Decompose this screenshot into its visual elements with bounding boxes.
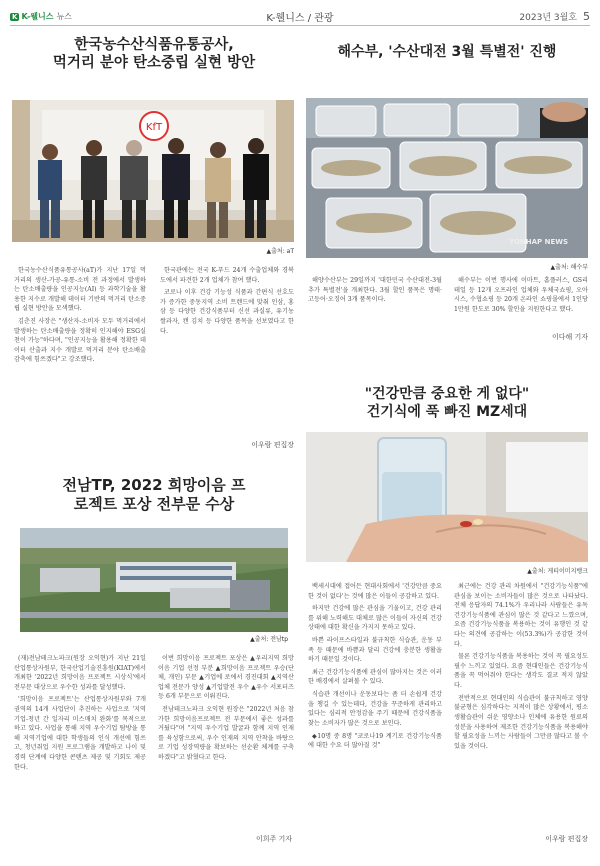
- article-2-title: 해수부, '수산대전 3월 특별전' 진행: [337, 44, 557, 60]
- article-4-title: [304, 386, 590, 421]
- article-1-title-line2: 먹거리 분야 탄소중립 실현 방안: [52, 55, 256, 72]
- section-title: K-웰니스 / 관광: [266, 13, 334, 24]
- page-header: [10, 8, 590, 26]
- page-number: 5: [583, 10, 590, 23]
- article-2-paragraph: 해수부는 이번 행사에 이마트, 홈플러스, GS리테일 등 12개 오프라인 업체와 우체국쇼핑, 오아시스, 수협쇼핑 등 20개 온라인 쇼핑몰에서 1인당 1만원 한도로 30% 할인을 지원한다고 했다.: [454, 277, 588, 313]
- issue-date: 2023년 3월호: [519, 13, 577, 23]
- article-1-paragraph: 김춘진 사장은 "생산자-소비자 모두 먹거리에서 발생하는 탄소배출량을 정확히 인지해야 ESG실천이 가능"하다며, "인공지능을 활용해 정확한 데이터 산출과 지수 개발로 먹거리 분야 탄소배출 감축에 힘쓰겠다"고 강조했다.: [14, 318, 146, 364]
- article-4-body-col2: [454, 582, 588, 754]
- article-4-byline: 이우람 편집장: [545, 835, 588, 843]
- brand-news-label: 뉴스: [56, 12, 72, 21]
- article-2-body-col1: [308, 276, 442, 308]
- article-1-body-col1: [14, 266, 146, 368]
- article-4-paragraph: 전반적으로 현대인의 식습관이 불규칙하고 영양 불균형은 심각하다는 지적이 많은 상황에서, 평소 생활습관이 쉬운 영양소나 인체에 유용한 원료의 성분을 사용하여 제조한 건강기능식품을 복용해야 할 필요성을 느끼는 사람들이 그만큼 많다고 볼 수 있을 것이다.: [454, 694, 588, 750]
- article-3-paragraph: '희망이음 프로젝트'는 산업통상자원부와 7개 권역의 14개 사업단이 추진하는 사업으로 '지역기업-청년 간 일자리 미스매치 완화'를 목적으로 하고 있다. 사업을 통해 지역 우수기업 탐방을 통해 지역기업에 대한 학생들의 인식 개선에 힘쓰고, 청년취업 지원 프로그램을 개발하고 나이 및 경력 단계에 다양한 콘텐츠 제공 및 기회도 제공한다.: [14, 696, 146, 771]
- article-2-paragraph: 해양수산부는 29일까지 '대한민국 수산대전-3월 추가 특별전'을 개최한다. 3월 할인 품목은 명태·고등어·오징어 3개 품목이다.: [308, 277, 442, 304]
- article-4-paragraph: 최근에는 건강 관리 차원에서 "건강기능식품"에 관심을 보이는 소비자들이 많은 것으로 나타났다. 전체 응답자의 74.1%가 우리나라 사람들은 유독 건강기능식품에 관심이 많은 것 같다고 느꼈으며, 요즘 건강기능식품을 복용하는 것이 유행인 것 같다는 의견에 공감하는 이(53.3%)가 공감한 것이다.: [454, 583, 588, 648]
- brand-mark-icon: K: [12, 12, 18, 21]
- article-1-photo: [12, 100, 294, 242]
- article-1-title-line1: 한국농수산식품유통공사,: [74, 37, 234, 53]
- article-1-photo-credit: ▲출처: aT: [266, 248, 294, 255]
- article-4-paragraph: 하지만 건강에 많은 관심을 기울이고, 건강 관리를 위해 노력해도 대체로 많은 이들이 자신의 건강상태에 대한 확신을 가지지 못하고 있다.: [308, 605, 442, 632]
- article-3-body-col2: [158, 654, 294, 766]
- article-4-subheading: ◆10명 중 8명 "코로나19 계기로 건강기능식품에 대한 수요 더 많아질 것": [308, 732, 442, 750]
- article-4-paragraph: 최근 건강기능식품에 관심이 많아지는 것은 이러한 배경에서 살펴볼 수 있다.: [308, 668, 442, 686]
- article-4-paragraph: 바쁜 라이프스타일과 불규칙한 식습관, 운동 부족 등 때문에 바쁨과 달리 건강에 충분한 생활을 하기 때문일 것이다.: [308, 637, 442, 664]
- article-2-photo: [306, 98, 588, 258]
- article-4-photo: [306, 432, 588, 562]
- article-3-paragraph: 전남테크노파크 오익현 원장은 "2022년 처음 참가한 희망이음프로젝트 전 부문에서 좋은 성과를 거뒀다"며 "지역 우수기업 발굴과 함께 지역 인재를 육성함으로써, 우수 인재의 지역 안착을 바탕으로 기업 성장역량을 확보하는 선순환 체계를 구축하겠다"고 밝혔다고 한다.: [158, 706, 294, 762]
- article-1-paragraph: 코로나 이후 건강 기능성 식품과 간편식 선호도가 증가한 중동지역 소비 트렌드에 맞춰 인삼, 홍삼 등 다양한 건강식품부터 신선 과실류, 유기농 쌀과자, 캔 김치 등 다양한 품목을 선보였다고 한다.: [160, 289, 294, 335]
- article-3-photo: [20, 528, 288, 632]
- article-3-title-line1: 전남TP, 2022 희망이음 프: [62, 476, 246, 494]
- article-3-title: [12, 476, 296, 514]
- article-3-byline: 이희주 기자: [255, 835, 292, 843]
- article-3-paragraph: (재)전남테크노파크(원장 오익현)가 지난 21일 산업통상자원부, 한국산업기술진흥원(KIAT)에서 개최한 '2022년 희망이음 프로젝트 시상식'에서 전부문 대상으로 우수한 성과를 달성했다.: [14, 655, 146, 691]
- brand-name: K-웰니스: [21, 12, 54, 21]
- article-2-photo-credit: ▲출처: 해수부: [550, 264, 588, 271]
- article-3-title-line2: 로젝트 포상 전부문 수상: [73, 494, 235, 513]
- article-2-byline: 이다해 기자: [551, 333, 588, 341]
- article-3-photo-credit: ▲출처: 전남tp: [250, 636, 288, 643]
- article-1-paragraph: 한국농수산식품유통공사(aT)가 지난 17일 먹거리의 생산-가공-유통-소비 전 과정에서 발생하는 탄소배출량을 인공지능(AI) 등 과학기술을 활용한 지수로 개발해 데이터 기반의 먹거리 탄소중립 실현 방안을 모색했다.: [14, 267, 146, 313]
- article-1-title: [12, 36, 296, 72]
- article-4-photo-credit: ▲출처: 게티이미지뱅크: [527, 568, 588, 575]
- article-4-paragraph: 식습관 개선이나 운동보다는 좀 더 손쉽게 건강을 챙길 수 있는데다, 건강을 꾸준하게 관리하고 있다는 심리적 안정감을 주기 때문에 건강식품을 찾는 소비자가 많은 것으로 보인다.: [308, 691, 442, 727]
- article-3-body-col1: [14, 654, 146, 775]
- article-4-paragraph: 물론 건강기능식품을 복용하는 것이 꼭 필요성도 필수 느끼고 있었다. 요즘 현대인들은 건강기능식품을 꼭 먹어줘야 한다는 생각도 결코 적지 않았다.: [454, 653, 588, 690]
- article-3-paragraph: 이번 희망이음 프로젝트 포상은 ▲우리지역 희망이음 기업 선정 부분 ▲희망이음 프로젝트 우승(단체, 개인) 부문 ▲기업에 로에서 경진대회 ▲지역산업체 전문가 양성 ▲기업발전 우수 ▲우수 서포터즈 등 6개 부문으로 이뤄진다.: [158, 655, 294, 701]
- svg-text:KfT: KfT: [145, 122, 163, 133]
- article-4-title-line2: 건기식에 푹 빠진 MZ세대: [366, 403, 528, 420]
- article-2-body-col2: [454, 276, 588, 317]
- article-1-body-col2: [160, 266, 294, 339]
- svg-text:YONHAP NEWS: YONHAP NEWS: [509, 238, 568, 246]
- article-4-body-col1: [308, 582, 442, 754]
- article-1-paragraph: 한국관에는 전국 K-푸드 24개 수출업체와 경북도에서 파견한 2개 업체가 참여 했다.: [160, 267, 294, 284]
- article-1-byline: 이우람 편집장: [251, 441, 294, 449]
- article-4-paragraph: 백세시대에 접어든 현대사회에서 '건강만큼 중요한 것이 없다'는 것에 많은 이들이 공감하고 있다.: [308, 583, 442, 600]
- article-4-title-line1: "건강만큼 중요한 게 없다": [364, 386, 530, 402]
